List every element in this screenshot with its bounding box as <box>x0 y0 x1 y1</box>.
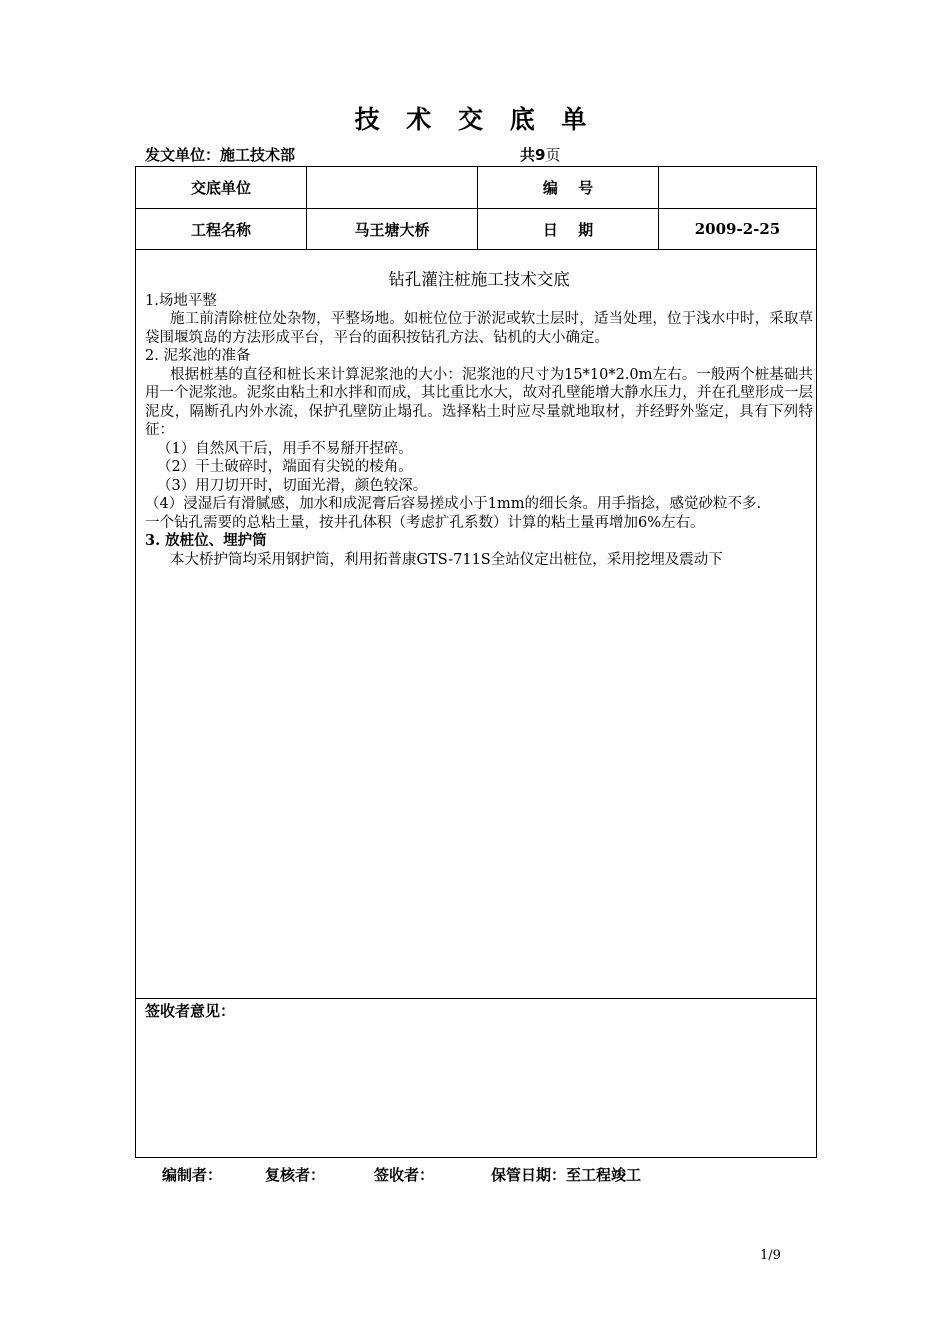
page-count-prefix: 共 <box>520 146 536 164</box>
receiver-opinion-label: 签收者意见： <box>145 1002 236 1020</box>
editor-label: 编制者： <box>162 1166 223 1184</box>
date-value: 2009-2-25 <box>694 220 781 238</box>
reviewer-label: 复核者： <box>265 1166 326 1184</box>
page-count-suffix: 页 <box>545 146 561 164</box>
section-2-item: （2）干土破碎时，端面有尖锐的棱角。 <box>157 459 413 475</box>
page-count-number: 9 <box>535 146 546 164</box>
project-name-label: 工程名称 <box>190 220 251 239</box>
number-label: 编 号 <box>542 179 594 197</box>
content-body <box>145 271 813 569</box>
section-1-text: 施工前清除桩位处杂物，平整场地。如桩位位于淤泥或软土层时，适当处理，位于浅水中时，采取草袋围堰筑岛的方法形成平台，平台的面积按钻孔方法、钻机的大小确定。 <box>145 311 813 346</box>
document-title: 技 术 交 底 单 <box>354 105 596 134</box>
section-2-item: （4）浸湿后有滑腻感，加水和成泥膏后容易搓成小于1mm的细长条。用手指捻，感觉砂粒不多. <box>145 496 762 512</box>
date-label: 日 期 <box>542 220 594 239</box>
section-3-heading: 3. 放桩位、埋护筒 <box>145 532 267 549</box>
sign-divider <box>136 998 816 999</box>
content-title: 钻孔灌注桩施工技术交底 <box>388 270 570 289</box>
issuer-label: 发文单位：施工技术部 <box>145 146 296 164</box>
receiver-label: 签收者： <box>374 1166 435 1184</box>
number-value <box>659 167 816 208</box>
page-count <box>520 144 560 165</box>
section-2-note: 一个钻孔需要的总粘土量，按井孔体积（考虑扩孔系数）计算的粘土量再增加6%左右。 <box>145 514 705 531</box>
section-2-text: 根据桩基的直径和桩长来计算泥浆池的大小：泥浆池的尺寸为15*10*2.0m左右。一般两个桩基础共用一个泥浆池。泥浆由粘土和水拌和而成，其比重比水大，故对孔壁能增大静水压力，并在孔壁形成一层泥皮，隔断孔内外水流，保护孔壁防止塌孔。选择粘土时应尽量就地取材，并经野外鉴定，具有下列特征： <box>145 366 813 438</box>
page-number: 1/9 <box>760 1248 781 1263</box>
retention-label: 保管日期：至工程竣工 <box>491 1166 642 1184</box>
section-1-heading: 1.场地平整 <box>145 292 217 309</box>
handover-unit-value <box>307 167 477 208</box>
section-2-item: （1）自然风干后，用手不易掰开捏碎。 <box>157 440 413 457</box>
section-2-heading: 2. 泥浆池的准备 <box>145 348 251 364</box>
handover-unit-label: 交底单位 <box>190 179 251 197</box>
project-name-value: 马王塘大桥 <box>354 220 430 239</box>
section-2-item: （3）用刀切开时，切面光滑，颜色较深。 <box>157 477 428 494</box>
row-divider <box>136 249 816 250</box>
section-3-text: 本大桥护筒均采用钢护筒，利用拓普康GTS-711S全站仪定出桩位，采用挖埋及震动下 <box>170 551 723 568</box>
